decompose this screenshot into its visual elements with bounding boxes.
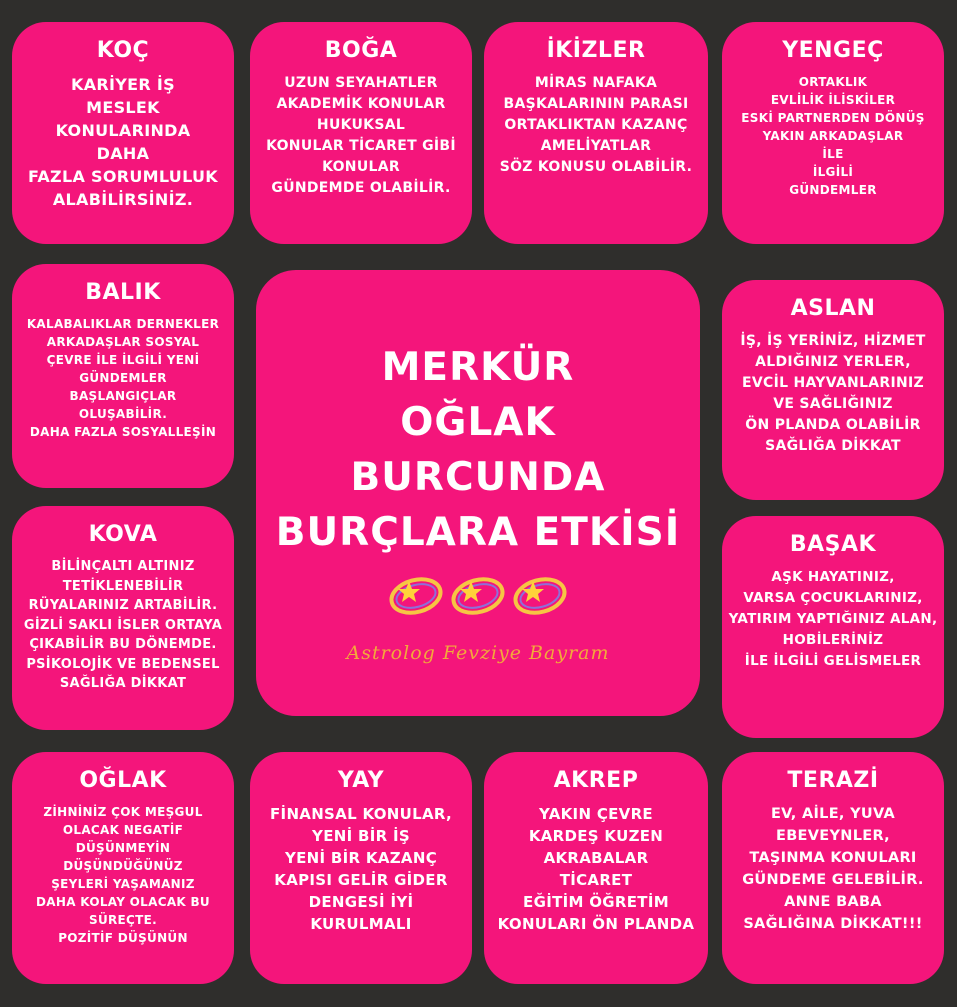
headline-line: BURCUNDA [350,455,606,500]
card-text [740,331,925,457]
card-line: DAHA FAZLA SOSYALLEŞİN [29,425,217,439]
card-line: MİRAS NAFAKA [534,75,658,91]
card-line: ŞEYLERİ YAŞAMANIZ [51,877,195,891]
card-boga [250,22,472,244]
card-ikizler [484,22,708,244]
card-line: YENİ BİR KAZANÇ [284,849,438,867]
card-line: ZİHNİNİZ ÇOK MEŞGUL [43,805,203,819]
card-line: DAHA KOLAY OLACAK BU [36,895,210,909]
card-line: EV, AİLE, YUVA [770,806,896,822]
card-title: KOÇ [96,38,150,63]
card-line: İLE İLGİLİ GELİSMELER [744,653,922,669]
card-line: GÜNDEMDE OLABİLİR. [271,180,451,196]
card-line: DENGESİ İYİ [308,893,414,911]
dizzy-star-icon [511,572,569,620]
card-line: EVLİLİK İLİSKİLER [770,93,896,107]
card-line: KAPISI GELİR GİDER [274,871,448,889]
card-line: AKADEMİK KONULAR [276,96,446,112]
card-line: ÇIKABİLİR BU DÖNEMDE. [29,637,217,652]
card-line: ÇEVRE İLE İLGİLİ YENİ [46,353,200,367]
card-title: AKREP [553,768,639,793]
card-text [270,803,452,935]
card-oglak [12,752,234,984]
card-line: PSİKOLOJİK VE BEDENSEL [26,656,220,672]
card-line: VARSA ÇOCUKLARINIZ, [743,590,923,606]
card-line: OLACAK NEGATİF [62,823,184,837]
card-line: ALABİLİRSİNİZ. [52,190,194,209]
card-line: KARİYER İŞ [71,75,175,94]
card-title: BAŞAK [789,532,877,557]
card-text [266,73,456,199]
card-line: SAĞLIĞINA DİKKAT!!! [743,916,923,932]
card-line: İLE [822,147,844,161]
card-line: SAĞLIĞA DİKKAT [59,676,187,691]
card-line: HUKUKSAL [316,117,406,133]
card-line: İLGİLİ [812,165,854,179]
card-line: AŞK HAYATINIZ, [771,569,895,585]
card-line: KONULAR [322,159,400,175]
card-title: İKİZLER [546,38,646,63]
card-line: KONULAR TİCARET GİBİ [266,138,456,154]
card-title: YENGEÇ [782,38,884,63]
card-line: KALABALIKLAR DERNEKLER [26,317,220,331]
card-text [28,73,218,211]
card-line: ORTAKLIK [798,75,868,89]
card-line: EĞİTİM ÖĞRETİM [523,893,669,911]
card-text [500,73,693,178]
card-line: FAZLA SORUMLULUK [27,167,219,186]
card-line: ÖN PLANDA OLABİLİR [745,417,921,433]
card-title: BALIK [85,280,161,305]
card-line: DAHA [96,144,150,163]
card-line: DÜŞÜNMEYİN [75,841,171,855]
card-yay [250,752,472,984]
card-line: HOBİLERİNİZ [782,632,884,648]
card-title: OĞLAK [79,768,167,793]
signature: Astrolog Fevziye Bayram [346,642,610,664]
card-title: BOĞA [324,38,398,63]
card-line: UZUN SEYAHATLER [284,75,438,91]
card-balik [12,264,234,488]
card-line: BİLİNÇALTI ALTINIZ [51,559,195,574]
card-line: KARDEŞ KUZEN [528,827,664,845]
card-text [741,73,924,199]
card-line: ESKİ PARTNERDEN DÖNÜŞ [741,111,925,125]
card-line: AKRABALAR [543,849,649,867]
card-line: ANNE BABA [784,894,882,910]
card-line: TETİKLENEBİLİR [62,578,184,594]
card-line: ORTAKLIKTAN KAZANÇ [504,117,688,133]
dizzy-star-icon [387,572,445,620]
headline-line: OĞLAK [400,400,556,445]
card-line: MESLEK [86,98,160,117]
card-akrep [484,752,708,984]
card-line: YENİ BİR İŞ [312,827,410,845]
card-text [742,803,924,935]
dizzy-star-icon [449,572,507,620]
card-line: İŞ, İŞ YERİNİZ, HİZMET [740,333,926,349]
card-koc [12,22,234,244]
card-line: OLUŞABİLİR. [78,407,168,421]
card-line: POZİTİF DÜŞÜNÜN [58,931,188,945]
card-text [729,567,938,672]
card-line: ALDIĞINIZ YERLER, [755,354,911,370]
card-line: GÜNDEMLER [789,183,877,197]
card-basak [722,516,944,738]
card-line: AMELİYATLAR [540,138,652,154]
stars-row [387,572,569,620]
card-line: RÜYALARINIZ ARTABİLİR. [28,598,218,613]
card-line: EVCİL HAYVANLARINIZ [742,375,924,391]
card-line: SÖZ KONUSU OLABİLİR. [499,159,693,175]
card-line: YATIRIM YAPTIĞINIZ ALAN, [728,611,938,627]
card-line: GÜNDEME GELEBİLİR. [742,872,924,888]
center-panel [256,270,700,716]
card-kova [12,506,234,730]
card-title: ASLAN [790,296,876,321]
card-line: YAKIN ÇEVRE [539,805,653,823]
card-line: GÜNDEMLER [79,371,167,385]
card-line: GİZLİ SAKLI İSLER ORTAYA [23,617,223,633]
card-line: VE SAĞLIĞINIZ [773,396,893,412]
card-line: SAĞLIĞA DİKKAT [765,438,901,454]
card-line: KURULMALI [310,915,412,933]
card-text [24,557,222,694]
card-terazi [722,752,944,984]
card-title: YAY [337,768,385,793]
card-line: KONULARINDA [55,121,191,140]
headline-line: MERKÜR [381,345,575,390]
card-aslan [722,280,944,500]
headline-line: BURÇLARA ETKİSİ [275,510,681,555]
card-text [27,315,219,441]
card-yengec [722,22,944,244]
card-line: DÜŞÜNDÜĞÜNÜZ [63,859,183,873]
card-line: BAŞKALARININ PARASI [503,96,689,112]
headline [276,340,680,560]
card-line: YAKIN ARKADAŞLAR [762,129,904,143]
card-line: TAŞINMA KONULARI [749,850,917,866]
card-line: FİNANSAL KONULAR, [270,805,452,823]
card-line: TİCARET [559,871,633,889]
card-line: KONULARI ÖN PLANDA [497,915,695,933]
card-title: TERAZİ [787,768,879,793]
card-line: BAŞLANGIÇLAR [69,389,177,403]
card-text [498,803,695,935]
card-line: SÜREÇTE. [89,913,157,927]
card-title: KOVA [88,522,158,547]
card-line: EBEVEYNLER, [775,828,890,844]
card-text [36,803,210,947]
card-line: ARKADAŞLAR SOSYAL [46,335,200,349]
